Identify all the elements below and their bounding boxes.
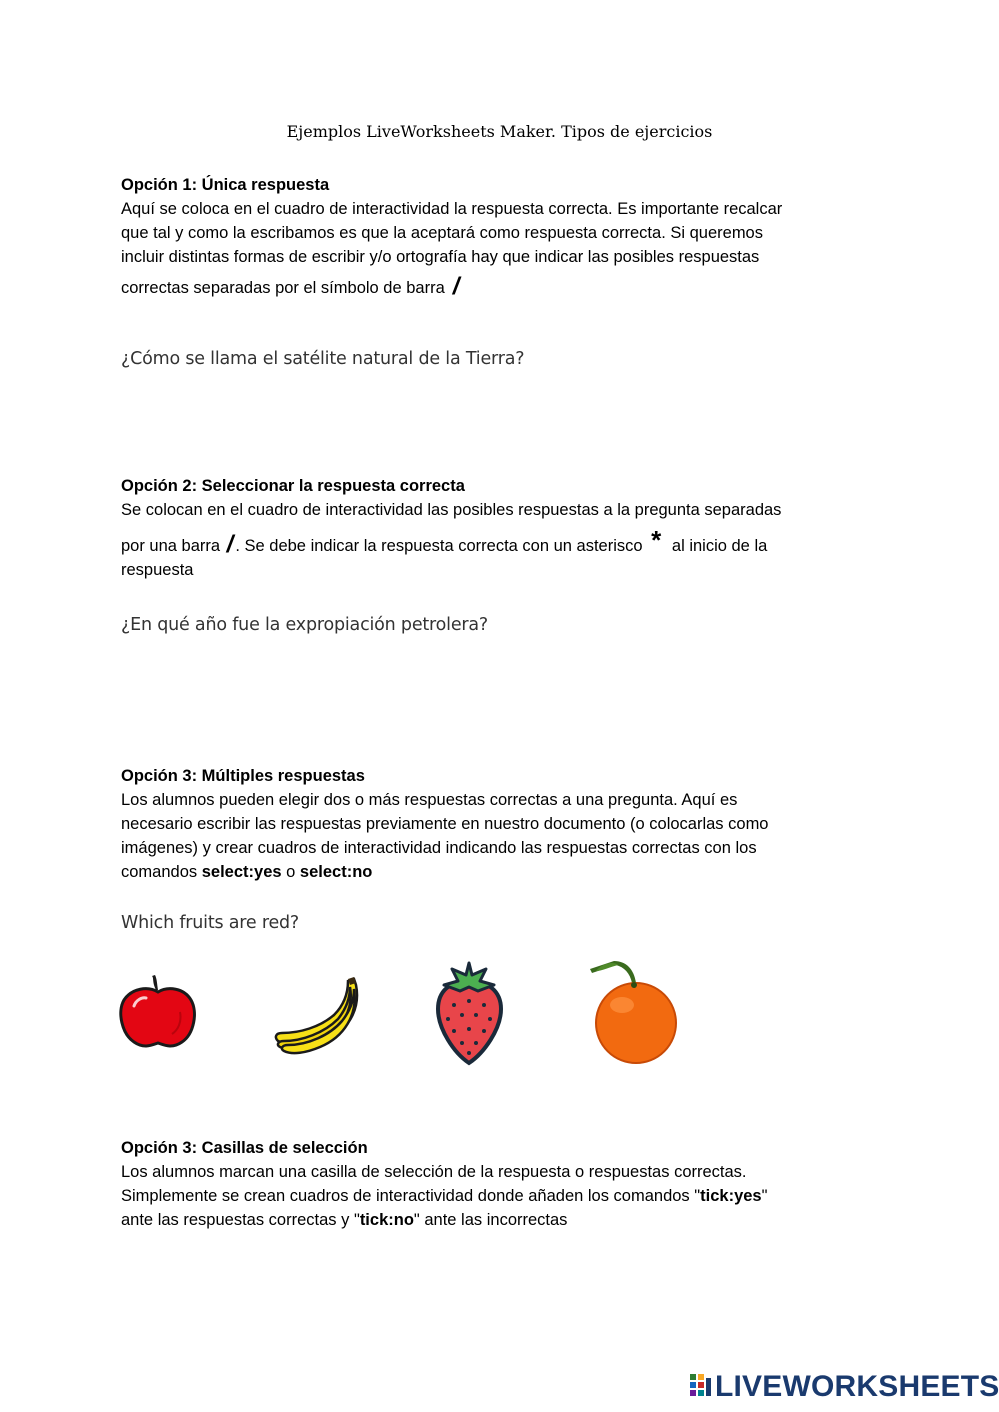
section-option-4 <box>121 1136 881 1232</box>
section-heading: Opción 2: Seleccionar la respuesta correcta <box>121 477 465 495</box>
asterisk-symbol: * <box>651 525 662 555</box>
section-heading: Opción 3: Casillas de selección <box>121 1139 368 1157</box>
question-text: ¿En qué año fue la expropiación petrolera? <box>121 615 489 635</box>
section-option-3 <box>121 764 881 884</box>
section-option-2 <box>121 474 881 582</box>
command-select-no: select:no <box>299 863 373 881</box>
banana-icon[interactable] <box>270 975 365 1055</box>
apple-icon[interactable] <box>118 972 198 1052</box>
page-title: Ejemplos LiveWorksheets Maker. Tipos de ejercicios <box>286 122 713 141</box>
section-body: Aquí se coloca en el cuadro de interactividad la respuesta correcta. Es importante recalcar que tal y como la escribamos es que la aceptará como respuesta correcta. Si queremos incluir distintas formas de escribir y/o ortografía hay que indicar las posibles respuestas correctas separadas por el símbolo de barra / <box>121 200 783 300</box>
liveworksheets-logo-icon <box>690 1374 712 1400</box>
question-text: ¿Cómo se llama el satélite natural de la Tierra? <box>121 349 525 369</box>
liveworksheets-logo[interactable] <box>690 1372 999 1402</box>
slash-symbol: / <box>226 531 234 558</box>
section-body: Se colocan en el cuadro de interactividad las posibles respuestas a la pregunta separadas por una barra / . Se debe indicar la respuesta correcta con un asterisco * al inicio de la respuesta <box>121 501 782 579</box>
strawberry-icon[interactable] <box>432 957 507 1067</box>
command-tick-yes: tick:yes <box>700 1187 762 1205</box>
command-tick-no: tick:no <box>359 1211 414 1229</box>
slash-symbol: / <box>452 273 460 300</box>
section-heading: Opción 1: Única respuesta <box>121 176 330 194</box>
question-text: Which fruits are red? <box>121 913 300 933</box>
section-body: Los alumnos pueden elegir dos o más respuestas correctas a una pregunta. Aquí es necesario escribir las respuestas previamente en nuestro documento (o colocarlas como imágenes) y crear cuadros de interactividad indicando las respuestas correctas con los comandos select:yes o select:no <box>121 791 769 881</box>
orange-icon[interactable] <box>588 955 683 1070</box>
section-body: Los alumnos marcan una casilla de selección de la respuesta o respuestas correctas. Simplemente se crean cuadros de interactividad donde añaden los comandos "tick:yes" ante las respuestas correctas y "tick:no" ante las incorrectas <box>121 1163 768 1229</box>
section-option-1 <box>121 173 881 300</box>
logo-text: LIVEWORKSHEETS <box>715 1370 999 1403</box>
section-heading: Opción 3: Múltiples respuestas <box>121 767 365 785</box>
command-select-yes: select:yes <box>201 863 282 881</box>
